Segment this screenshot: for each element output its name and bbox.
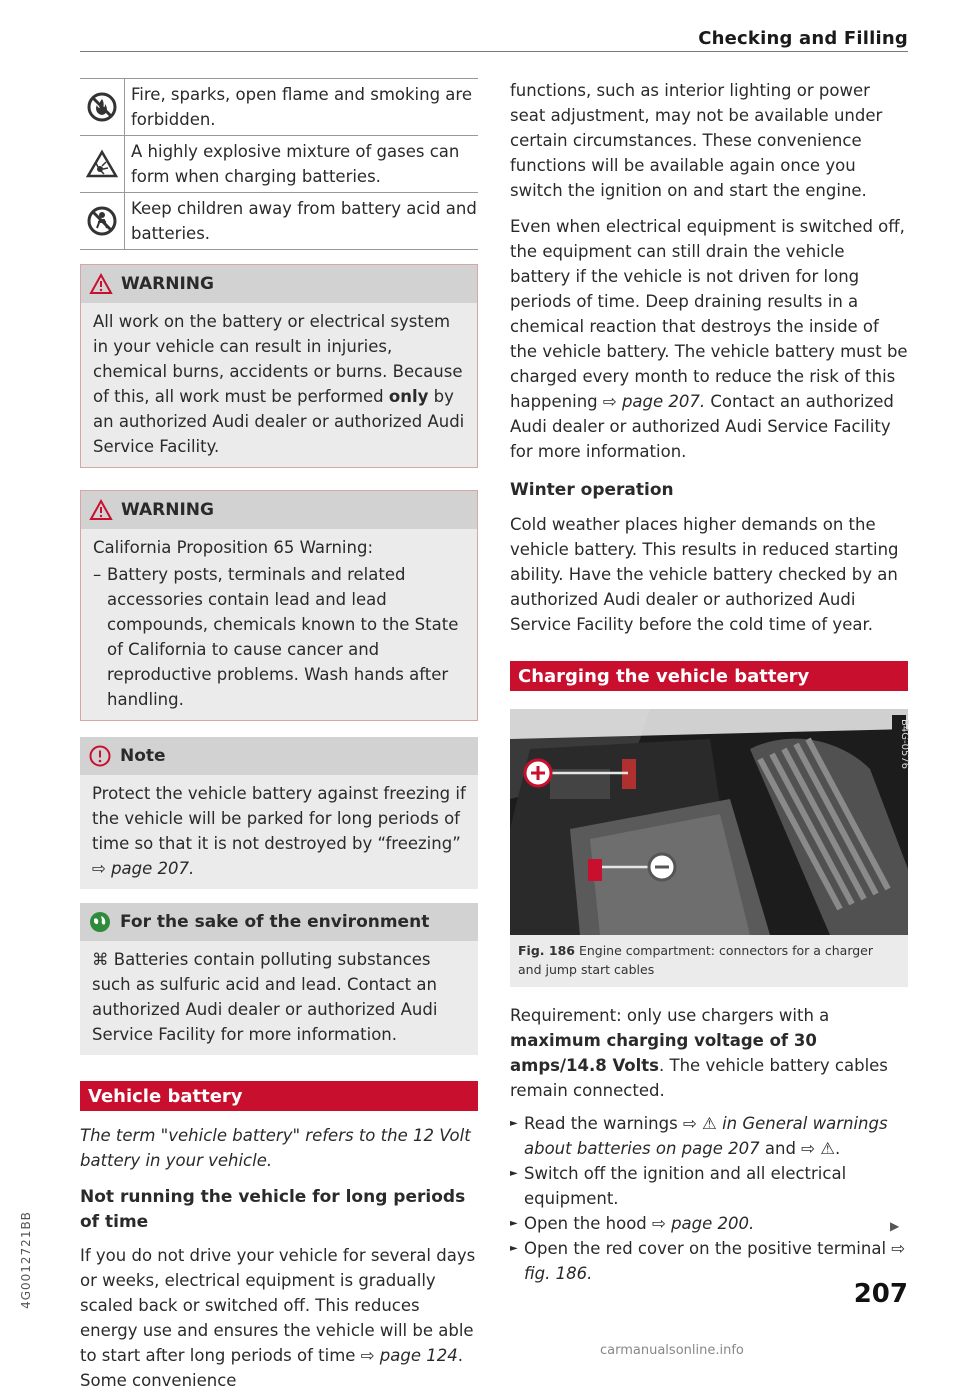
- symbol-row: [80, 135, 478, 192]
- page-reference-link[interactable]: ⇨ page 124: [360, 1346, 458, 1365]
- figure-code: B4G-0576: [899, 719, 910, 770]
- warning-header: [81, 265, 477, 303]
- section-title-vehicle-battery: Vehicle battery: [80, 1081, 478, 1111]
- body-paragraph: [510, 214, 908, 464]
- environment-body: [80, 941, 478, 1055]
- document-code: 4G0012721BB: [19, 1211, 33, 1309]
- note-box: [80, 737, 478, 889]
- warning-text: All work on the battery or electrical system in your vehicle can result in injuries, chemical burns, accidents or burns. Because of this, all work must be performed: [93, 312, 463, 406]
- step-text: Switch off the ignition and all electrical equipment.: [524, 1164, 847, 1208]
- symbol-text: A highly explosive mixture of gases can form when charging batteries.: [131, 142, 460, 186]
- step-text: Read the warnings ⇨ ⚠: [524, 1114, 723, 1133]
- section-title-charging: Charging the vehicle battery: [510, 661, 908, 691]
- warning-triangle-icon: [89, 273, 113, 295]
- info-circle-icon: [88, 745, 112, 767]
- warning-body: [81, 303, 477, 467]
- no-fire-icon: [80, 79, 125, 135]
- step-item: [510, 1111, 908, 1161]
- keep-children-away-icon: [80, 193, 125, 249]
- environment-header: [80, 903, 478, 941]
- symbol-text: Keep children away from battery acid and batteries.: [131, 199, 477, 243]
- warning-box-prop65: [80, 490, 478, 721]
- symbol-row: [80, 192, 478, 249]
- warning-title: WARNING: [121, 273, 214, 294]
- right-column: [510, 78, 908, 1286]
- running-header: Checking and Filling: [698, 28, 908, 49]
- symbol-row: [80, 79, 478, 135]
- environment-text: ⌘ Batteries contain polluting substances such as sulfuric acid and lead. Contact an authorized Audi dealer or authorized Audi Service Facility for more information.: [92, 950, 438, 1044]
- requirement-paragraph: [510, 1003, 908, 1103]
- figure-label: Fig. 186: [518, 943, 575, 958]
- explosive-gas-icon: [80, 136, 125, 192]
- continued-arrow-icon: ▶: [890, 1219, 900, 1233]
- note-text: Protect the vehicle battery against freezing if the vehicle will be parked for long periods of time so that it is not destroyed by “freezing”: [92, 784, 466, 853]
- warning-list: [93, 562, 467, 712]
- step-item: [510, 1236, 908, 1286]
- body-paragraph: functions, such as interior lighting or power seat adjustment, may not be available under certain circumstances. These convenience functions will be available again once you switch the ignition on and start the engine.: [510, 81, 883, 200]
- warning-header: [81, 491, 477, 529]
- subhead-winter: Winter operation: [510, 480, 674, 500]
- page-number: 207: [853, 1279, 908, 1309]
- note-header: [80, 737, 478, 775]
- requirement-text-end: . The vehicle battery cables remain connected.: [510, 1056, 888, 1100]
- requirement-emphasis: maximum charging voltage of 30 amps/14.8 Volts: [510, 1031, 817, 1075]
- step-item: [510, 1211, 908, 1236]
- warning-box-battery-work: [80, 264, 478, 468]
- list-item: – Battery posts, terminals and related accessories contain lead and lead compounds, chemicals known to the State of California to cause cancer and reproductive problems. Wash hands after handling.: [93, 562, 467, 712]
- figure-caption: [510, 935, 908, 987]
- section-intro: The term "vehicle battery" refers to the 12 Volt battery in your vehicle.: [80, 1126, 471, 1170]
- figure-caption-text: Engine compartment: connectors for a charger and jump start cables: [518, 943, 874, 977]
- paragraph-text: Even when electrical equipment is switched off, the equipment can still drain the vehicle battery if the vehicle is not driven for long periods of time. Deep draining results in a chemical reaction that destroys the inside of the vehicle battery. The vehicle battery must be charged every month to reduce the risk of this happening: [510, 217, 908, 411]
- note-title: Note: [120, 745, 166, 766]
- header-rule: [80, 51, 908, 52]
- paragraph-text-end: Contact an authorized Audi dealer or authorized Audi Service Facility for more information.: [510, 392, 894, 461]
- page-reference-link[interactable]: in General warnings about batteries on page 207: [524, 1114, 888, 1158]
- page-reference-link[interactable]: ⇨ page 200.: [652, 1214, 755, 1233]
- subhead-not-running: Not running the vehicle for long periods of time: [80, 1187, 466, 1232]
- figure-reference-link[interactable]: ⇨ fig. 186.: [524, 1239, 906, 1283]
- watermark: carmanualsonline.info: [600, 1343, 744, 1358]
- step-text: Open the red cover on the positive terminal: [524, 1239, 892, 1258]
- figure-186: [510, 709, 908, 987]
- requirement-text: Requirement: only use chargers with a: [510, 1006, 830, 1025]
- warning-intro: California Proposition 65 Warning:: [93, 538, 374, 557]
- warning-emphasis: only: [388, 387, 429, 406]
- safety-symbol-table: [80, 78, 478, 250]
- warning-title: WARNING: [121, 499, 214, 520]
- symbol-text: Fire, sparks, open flame and smoking are forbidden.: [131, 85, 472, 129]
- left-column: [80, 78, 478, 1393]
- environment-globe-icon: [88, 911, 112, 933]
- warning-body: [81, 529, 477, 720]
- paragraph-text: If you do not drive your vehicle for several days or weeks, electrical equipment is gradually scaled back or switched off. This reduces energy use and ensures the vehicle will be able to start after long periods of time: [80, 1246, 476, 1365]
- note-body: [80, 775, 478, 889]
- environment-box: [80, 903, 478, 1055]
- page-reference-link[interactable]: ⇨ page 207.: [92, 859, 195, 878]
- step-text-end: and ⇨ ⚠.: [759, 1139, 841, 1158]
- engine-compartment-image: [510, 709, 908, 935]
- body-paragraph: Cold weather places higher demands on the vehicle battery. This results in reduced starting ability. Have the vehicle battery checked by an authorized Audi dealer or authorized Audi Service Facility before the cold time of year.: [510, 515, 899, 634]
- paragraph-text-end: . Some convenience: [80, 1346, 463, 1390]
- warning-text-end: by an authorized Audi dealer or authorized Audi Service Facility.: [93, 387, 465, 456]
- page-reference-link[interactable]: ⇨ page 207.: [602, 392, 706, 411]
- body-paragraph: [80, 1243, 478, 1393]
- step-list: [510, 1111, 908, 1286]
- step-text: Open the hood: [524, 1214, 653, 1233]
- warning-triangle-icon: [89, 499, 113, 521]
- environment-title: For the sake of the environment: [120, 911, 430, 932]
- step-item: [510, 1161, 908, 1211]
